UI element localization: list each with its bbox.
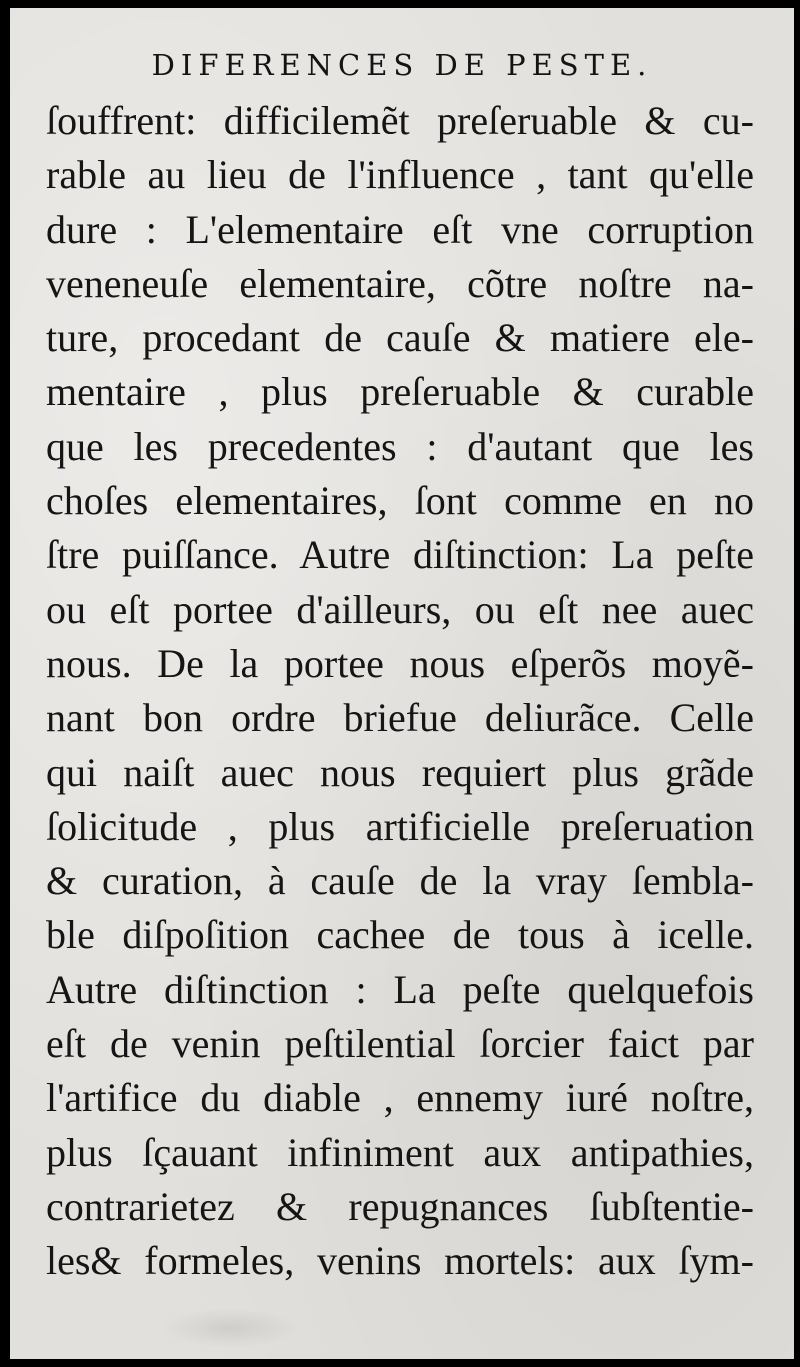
text-line-6: mentaire , plus preſeruable & curable (46, 369, 754, 415)
text-line-11: nous. De la portee nous eſperõs moyẽ- (46, 640, 754, 686)
text-line-12: nant bon ordre briefue deliurãce. Celle (46, 695, 754, 741)
text-line-15: & curation, à cauſe de la vray ſembla- (46, 858, 754, 904)
text-line-9: ſtre puiſſance. Autre diſtinction: La peſte (46, 532, 754, 578)
text-line-19: l'artifice du diable , ennemy iuré noſtre, (46, 1075, 754, 1121)
show-through-smudge (160, 1308, 300, 1348)
running-head: DIFERENCES DE PESTE. (151, 48, 653, 82)
text-line-5: ture, procedant de cauſe & matiere ele- (46, 315, 754, 361)
text-line-18: eſt de venin peſtilential ſorcier faict par (46, 1021, 754, 1067)
text-line-20: plus ſçauant infiniment aux antipathies, (46, 1129, 754, 1175)
text-line-21: contrarietez & repugnances ſubſtentie- (46, 1183, 754, 1229)
text-line-4: veneneuſe elementaire, cõtre noſtre na- (46, 260, 754, 306)
text-line-7: que les precedentes : d'autant que les (46, 423, 754, 469)
book-page (10, 8, 794, 1359)
text-line-8: choſes elementaires, ſont comme en no (46, 478, 754, 524)
text-line-13: qui naiſt auec nous requiert plus grãde (46, 749, 754, 795)
text-line-3: dure : L'elementaire eſt vne corruption (46, 206, 754, 252)
text-line-22: les& formeles, venins mortels: aux ſym- (46, 1238, 754, 1284)
text-line-16: ble diſpoſition cachee de tous à icelle. (46, 912, 754, 958)
text-line-2: rable au lieu de l'influence , tant qu'elle (46, 152, 754, 198)
text-line-10: ou eſt portee d'ailleurs, ou eſt nee auec (46, 586, 754, 632)
text-line-1: ſouffrent: difficilemẽt preſeruable & cu- (46, 98, 754, 143)
text-line-17: Autre diſtinction : La peſte quelquefois (46, 966, 754, 1012)
text-block (46, 94, 754, 1289)
text-line-14: ſolicitude , plus artificielle preſeruation (46, 803, 754, 849)
